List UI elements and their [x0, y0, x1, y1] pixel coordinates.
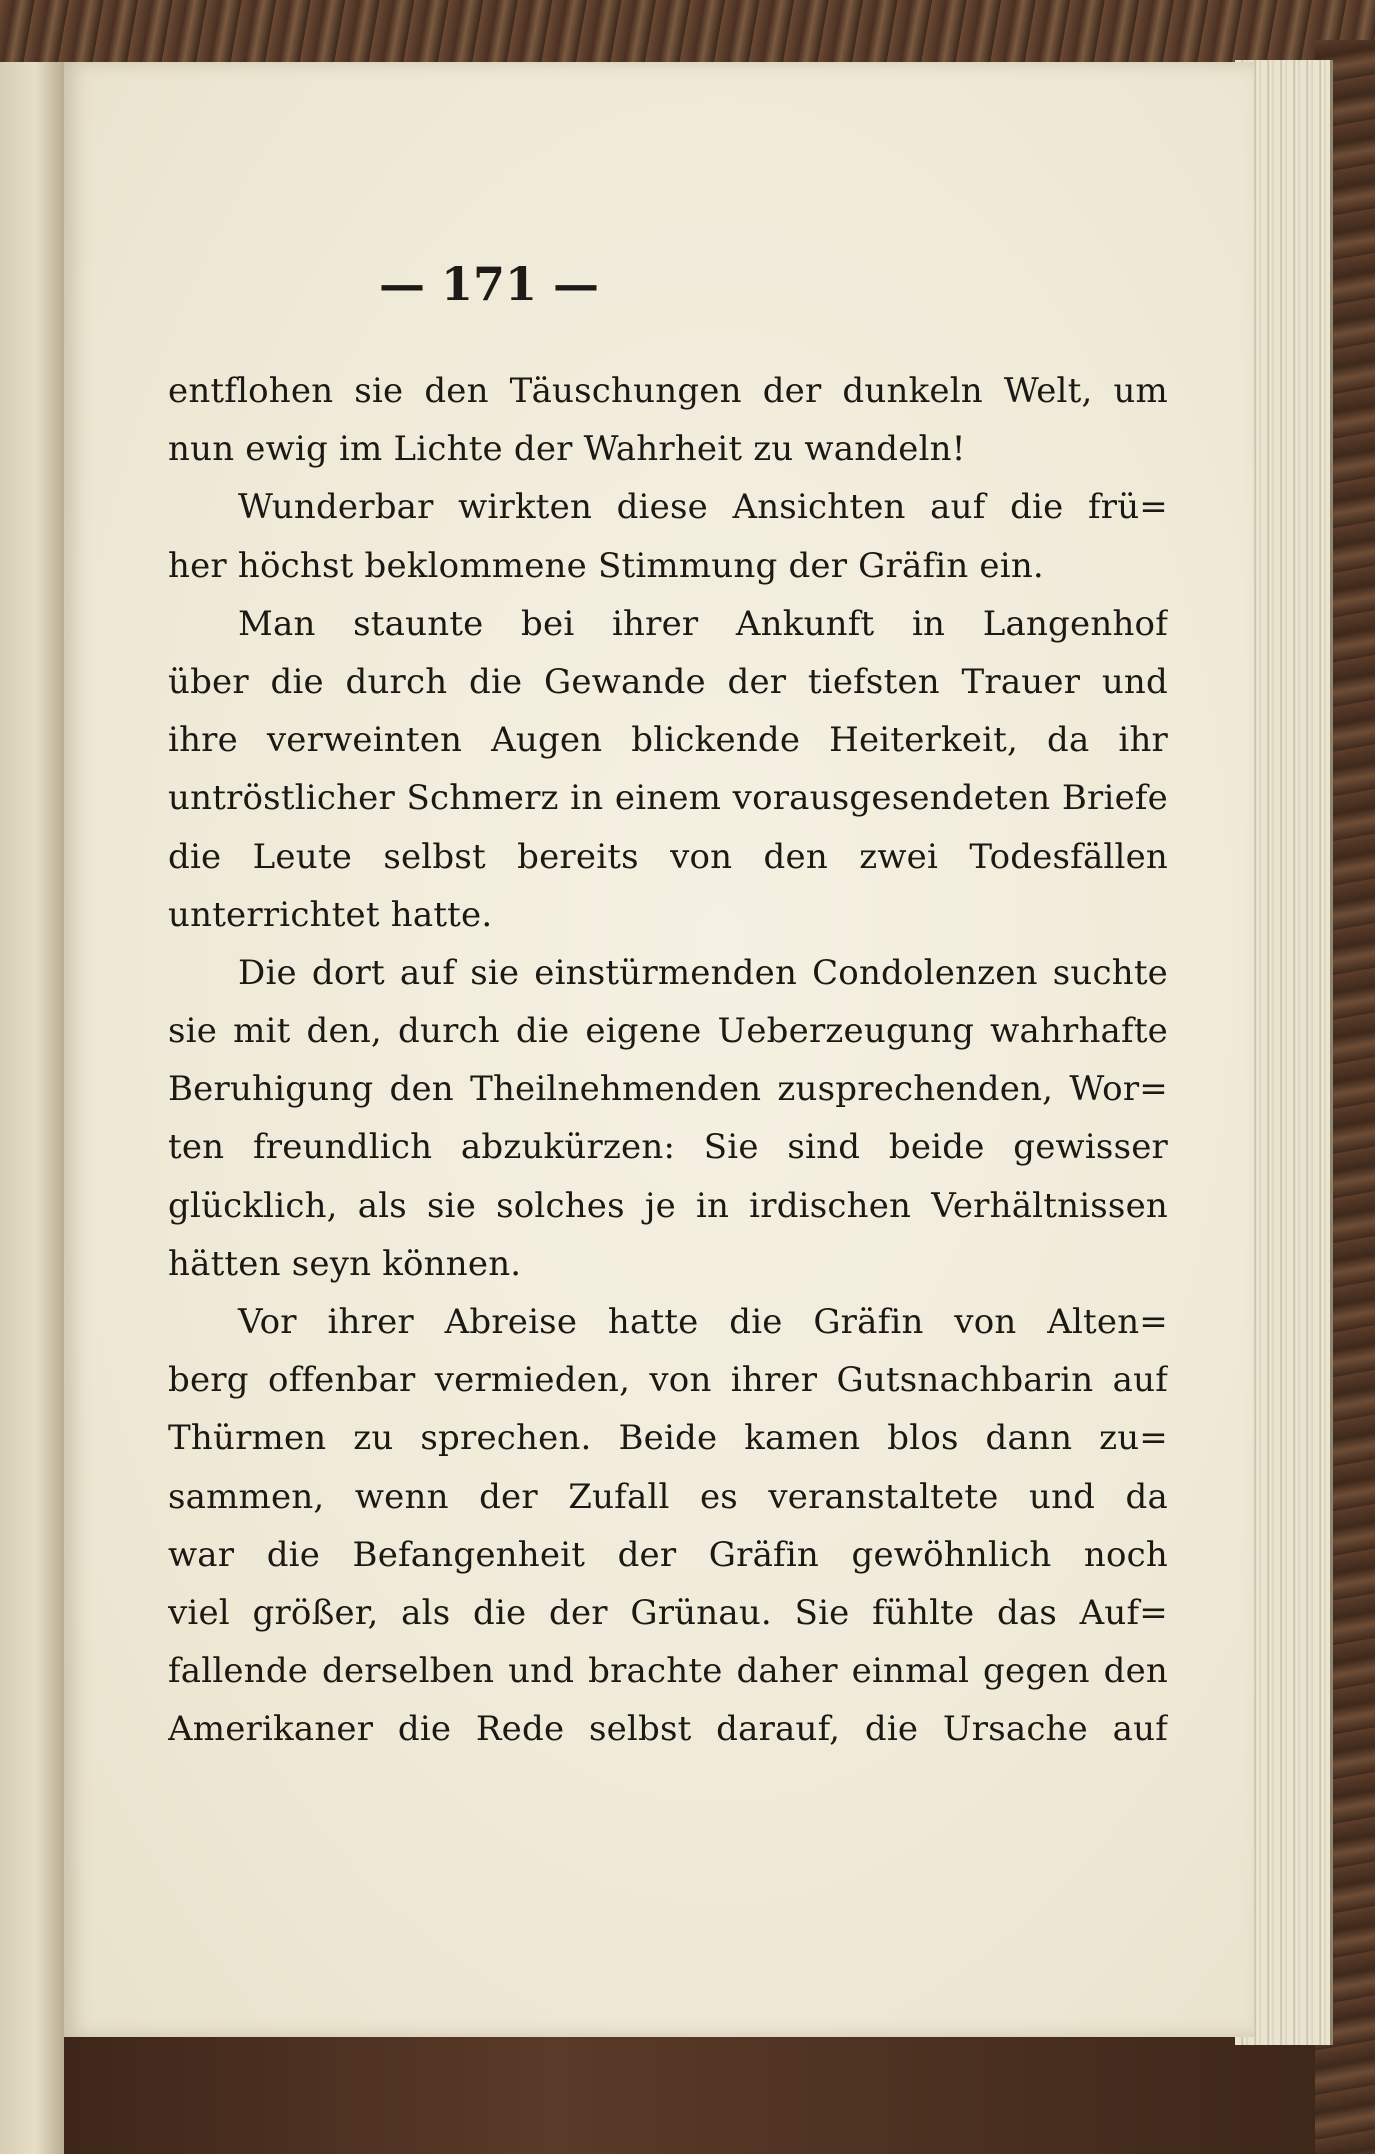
text-line: Thürmen zu sprechen. Beide kamen blos dann zu=	[168, 1418, 1168, 1459]
text-line: Beruhigung den Theilnehmenden zusprechenden, Wor=	[168, 1069, 1168, 1110]
page-number: — 171 —	[378, 257, 600, 311]
text-line: entflohen sie den Täuschungen der dunkeln Welt, um	[168, 371, 1168, 411]
page-body-text	[168, 362, 1168, 1759]
text-line: viel größer, als die der Grünau. Sie fühlte das Auf=	[168, 1592, 1168, 1633]
text-line: sammen, wenn der Zufall es veranstaltete und da	[168, 1476, 1168, 1517]
book-page	[64, 62, 1254, 2037]
text-line: war die Befangenheit der Gräfin gewöhnlich noch	[168, 1534, 1168, 1575]
text-line: unterrichtet hatte.	[168, 894, 493, 935]
text-line: Vor ihrer Abreise hatte die Gräfin von Alten=	[238, 1302, 1168, 1342]
text-line: Die dort auf sie einstürmenden Condolenzen suchte	[238, 952, 1168, 993]
text-line: ten freundlich abzukürzen: Sie sind beide gewisser	[168, 1127, 1168, 1168]
text-line: untröstlicher Schmerz in einem vorausgesendeten Briefe	[168, 778, 1168, 819]
text-line: glücklich, als sie solches je in irdischen Verhältnissen	[168, 1185, 1168, 1226]
text-line: nun ewig im Lichte der Wahrheit zu wandeln!	[168, 429, 966, 470]
text-line: her höchst beklommene Stimmung der Gräfin ein.	[168, 545, 1044, 586]
facing-page-edge	[0, 62, 64, 2154]
text-line: ihre verweinten Augen blickende Heiterkeit, da ihr	[168, 720, 1168, 761]
text-line: Man staunte bei ihrer Ankunft in Langenhof	[238, 603, 1168, 644]
text-line: die Leute selbst bereits von den zwei Todesfällen	[168, 836, 1168, 877]
book-cover-top-edge	[0, 0, 1375, 70]
text-line: fallende derselben und brachte daher einmal gegen den	[168, 1651, 1168, 1692]
text-line: berg offenbar vermieden, von ihrer Gutsnachbarin auf	[168, 1360, 1168, 1401]
text-line: über die durch die Gewande der tiefsten Trauer und	[168, 661, 1168, 702]
text-line: Wunderbar wirkten diese Ansichten auf die frü=	[238, 487, 1168, 528]
text-line: hätten seyn können.	[168, 1243, 522, 1284]
text-line: sie mit den, durch die eigene Ueberzeugung wahrhafte	[168, 1011, 1168, 1052]
text-line: Amerikaner die Rede selbst darauf, die Ursache auf	[168, 1709, 1168, 1750]
